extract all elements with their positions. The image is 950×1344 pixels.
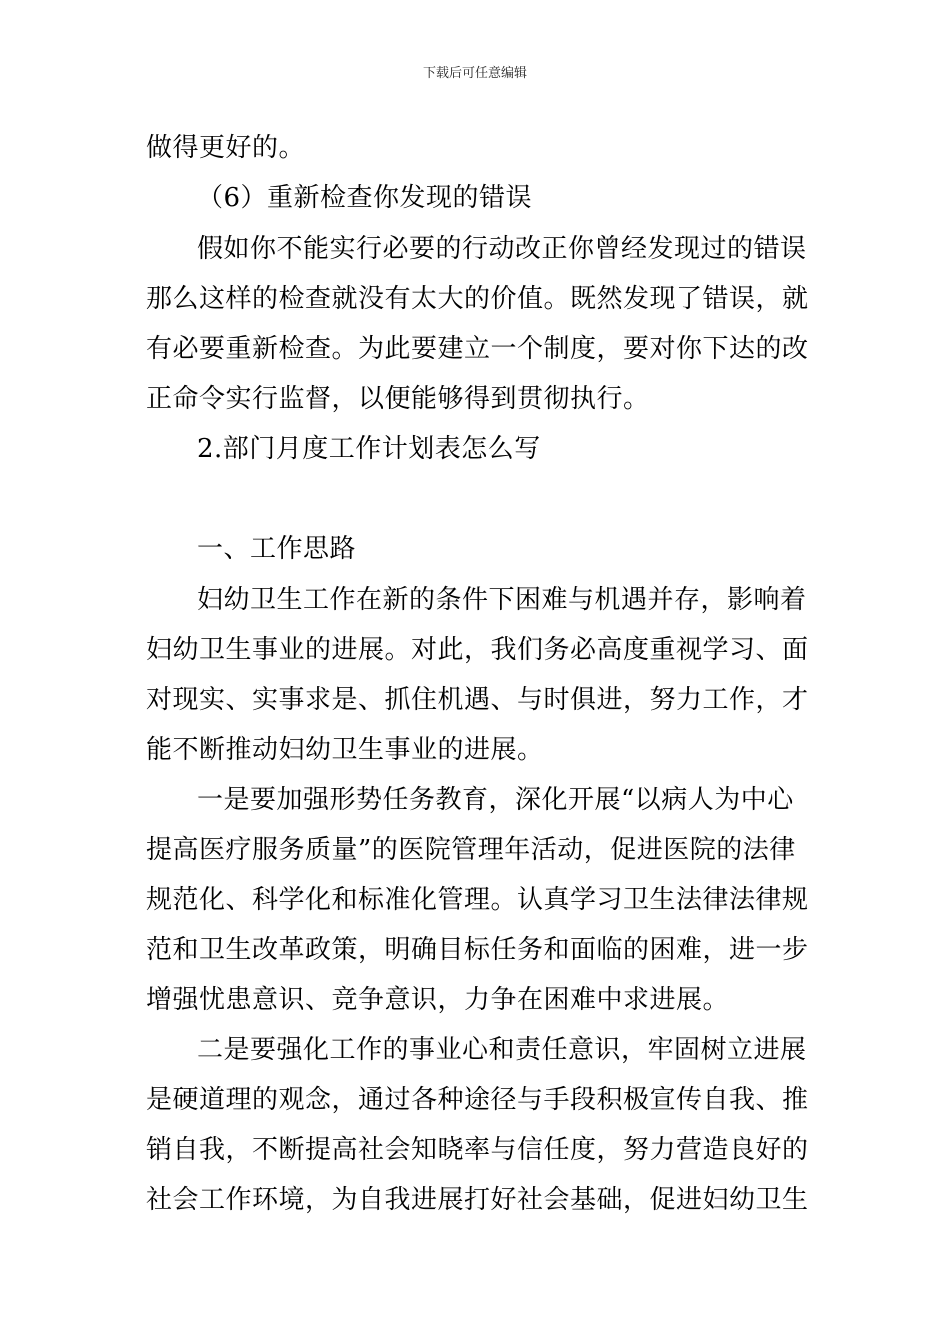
- section-heading: 2.部门月度工作计划表怎么写: [197, 434, 541, 464]
- text-line: 做得更好的。: [146, 133, 306, 163]
- text-line: 社会工作环境，为自我进展打好社会基础，促进妇幼卫生: [146, 1185, 809, 1215]
- text-line: 是硬道理的观念，通过各种途径与手段积极宣传自我、推: [146, 1085, 809, 1115]
- text-line: 增强忧患意识、竞争意识，力争在困难中求进展。: [146, 985, 730, 1015]
- text-line: 对现实、实事求是、抓住机遇、与时俱进，努力工作，才: [146, 685, 809, 715]
- paragraph-line: 二是要强化工作的事业心和责任意识，牢固树立进展: [197, 1035, 807, 1065]
- text-line: 规范化、科学化和标准化管理。认真学习卫生法律法律规: [146, 885, 809, 915]
- text-line: 那么这样的检查就没有太大的价值。既然发现了错误，就: [146, 284, 809, 314]
- text-line: 提高医疗服务质量”的医院管理年活动，促进医院的法律: [146, 835, 796, 865]
- text-line: 有必要重新检查。为此要建立一个制度，要对你下达的改: [146, 334, 809, 364]
- page-header: 下载后可任意编辑: [422, 66, 527, 81]
- text-line: 销自我，不断提高社会知晓率与信任度，努力营造良好的: [146, 1135, 809, 1165]
- paragraph-line: 妇幼卫生工作在新的条件下困难与机遇并存，影响着: [197, 585, 807, 615]
- subheading-line: （6）重新检查你发现的错误: [197, 183, 533, 213]
- text-line: 范和卫生改革政策，明确目标任务和面临的困难，进一步: [146, 935, 809, 965]
- paragraph-line: 一是要加强形势任务教育，深化开展“以病人为中心: [197, 785, 794, 815]
- paragraph-line: 假如你不能实行必要的行动改正你曾经发现过的错误: [197, 234, 807, 264]
- text-line: 妇幼卫生事业的进展。对此，我们务必高度重视学习、面: [146, 635, 809, 665]
- text-line: 能不断推动妇幼卫生事业的进展。: [146, 735, 544, 765]
- text-line: 正命令实行监督，以便能够得到贯彻执行。: [146, 384, 650, 414]
- section-subheading: 一、工作思路: [197, 534, 357, 564]
